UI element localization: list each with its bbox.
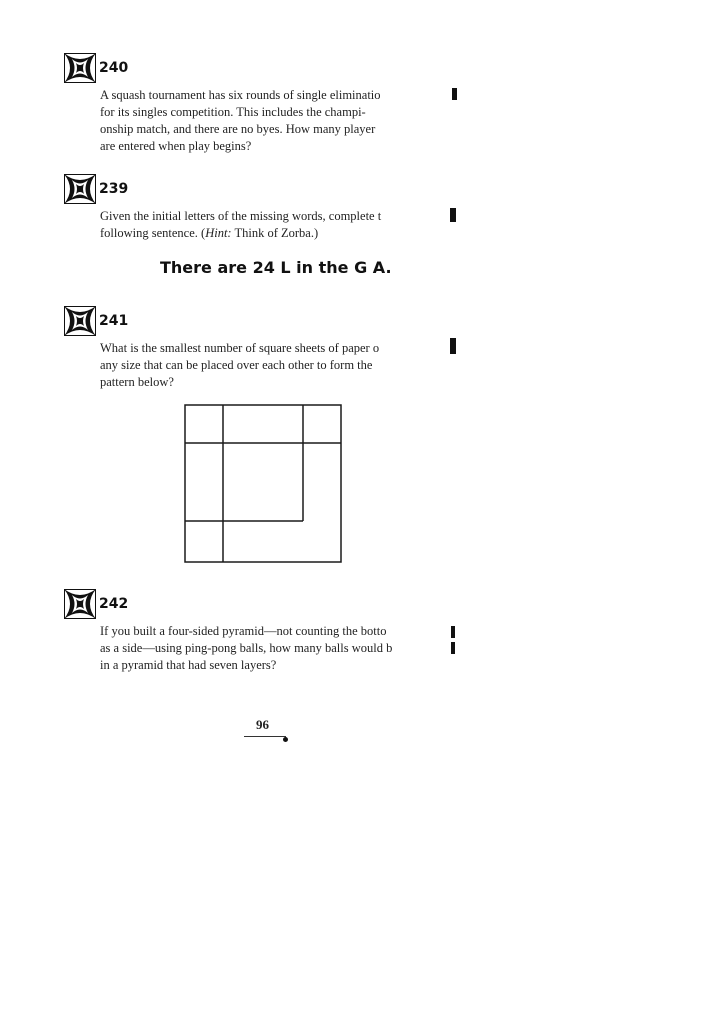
text-line: any size that can be placed over each other to form the bbox=[100, 358, 373, 372]
puzzle-text bbox=[100, 340, 456, 391]
text-line: as a side—using ping-pong balls, how many balls would b bbox=[100, 641, 393, 655]
scan-edge-mark bbox=[450, 338, 456, 354]
puzzle-header bbox=[64, 306, 464, 336]
puzzle-number: 240 bbox=[99, 60, 129, 76]
puzzle-number: 242 bbox=[99, 596, 129, 612]
scan-edge-mark bbox=[451, 642, 455, 654]
puzzle-text bbox=[100, 87, 456, 155]
puzzle-star-icon bbox=[64, 306, 96, 336]
puzzle-239 bbox=[64, 174, 464, 242]
page-number-rule bbox=[244, 736, 286, 737]
text-line: onship match, and there are no byes. How many player bbox=[100, 122, 376, 136]
hint-word: Hint: bbox=[205, 226, 232, 240]
text-line: If you built a four-sided pyramid—not counting the botto bbox=[100, 624, 387, 638]
scan-edge-mark bbox=[450, 208, 456, 222]
puzzle-text bbox=[100, 208, 456, 242]
text-line: A squash tournament has six rounds of single eliminatio bbox=[100, 88, 381, 102]
puzzle-number: 241 bbox=[99, 313, 129, 329]
puzzle-242 bbox=[64, 589, 464, 674]
puzzle-star-icon bbox=[64, 589, 96, 619]
puzzle-star-icon bbox=[64, 53, 96, 83]
puzzle-text bbox=[100, 623, 456, 674]
text-line: pattern below? bbox=[100, 375, 174, 389]
puzzle-number: 239 bbox=[99, 181, 129, 197]
hint-suffix: Think of Zorba.) bbox=[231, 226, 319, 240]
puzzle-star-icon bbox=[64, 174, 96, 204]
puzzle-header bbox=[64, 589, 464, 619]
text-line: in a pyramid that had seven layers? bbox=[100, 658, 277, 672]
text-line-hint bbox=[100, 225, 456, 242]
page-number: 96 bbox=[256, 717, 269, 732]
outer-square bbox=[185, 405, 341, 562]
puzzle-header bbox=[64, 53, 464, 83]
text-line: for its singles competition. This includes the champi- bbox=[100, 105, 366, 119]
puzzle-header bbox=[64, 174, 464, 204]
puzzle-sentence: There are 24 L in the G A. bbox=[160, 258, 392, 277]
scan-edge-mark bbox=[451, 626, 455, 638]
text-line: What is the smallest number of square sheets of paper o bbox=[100, 341, 380, 355]
text-line: Given the initial letters of the missing words, complete t bbox=[100, 209, 382, 223]
text-line: are entered when play begins? bbox=[100, 139, 252, 153]
page-number-dot bbox=[283, 737, 288, 742]
puzzle-241 bbox=[64, 306, 464, 391]
scan-edge-mark bbox=[452, 88, 457, 100]
puzzle-240 bbox=[64, 53, 464, 155]
square-pattern-figure bbox=[183, 403, 343, 565]
hint-prefix: following sentence. ( bbox=[100, 226, 206, 240]
